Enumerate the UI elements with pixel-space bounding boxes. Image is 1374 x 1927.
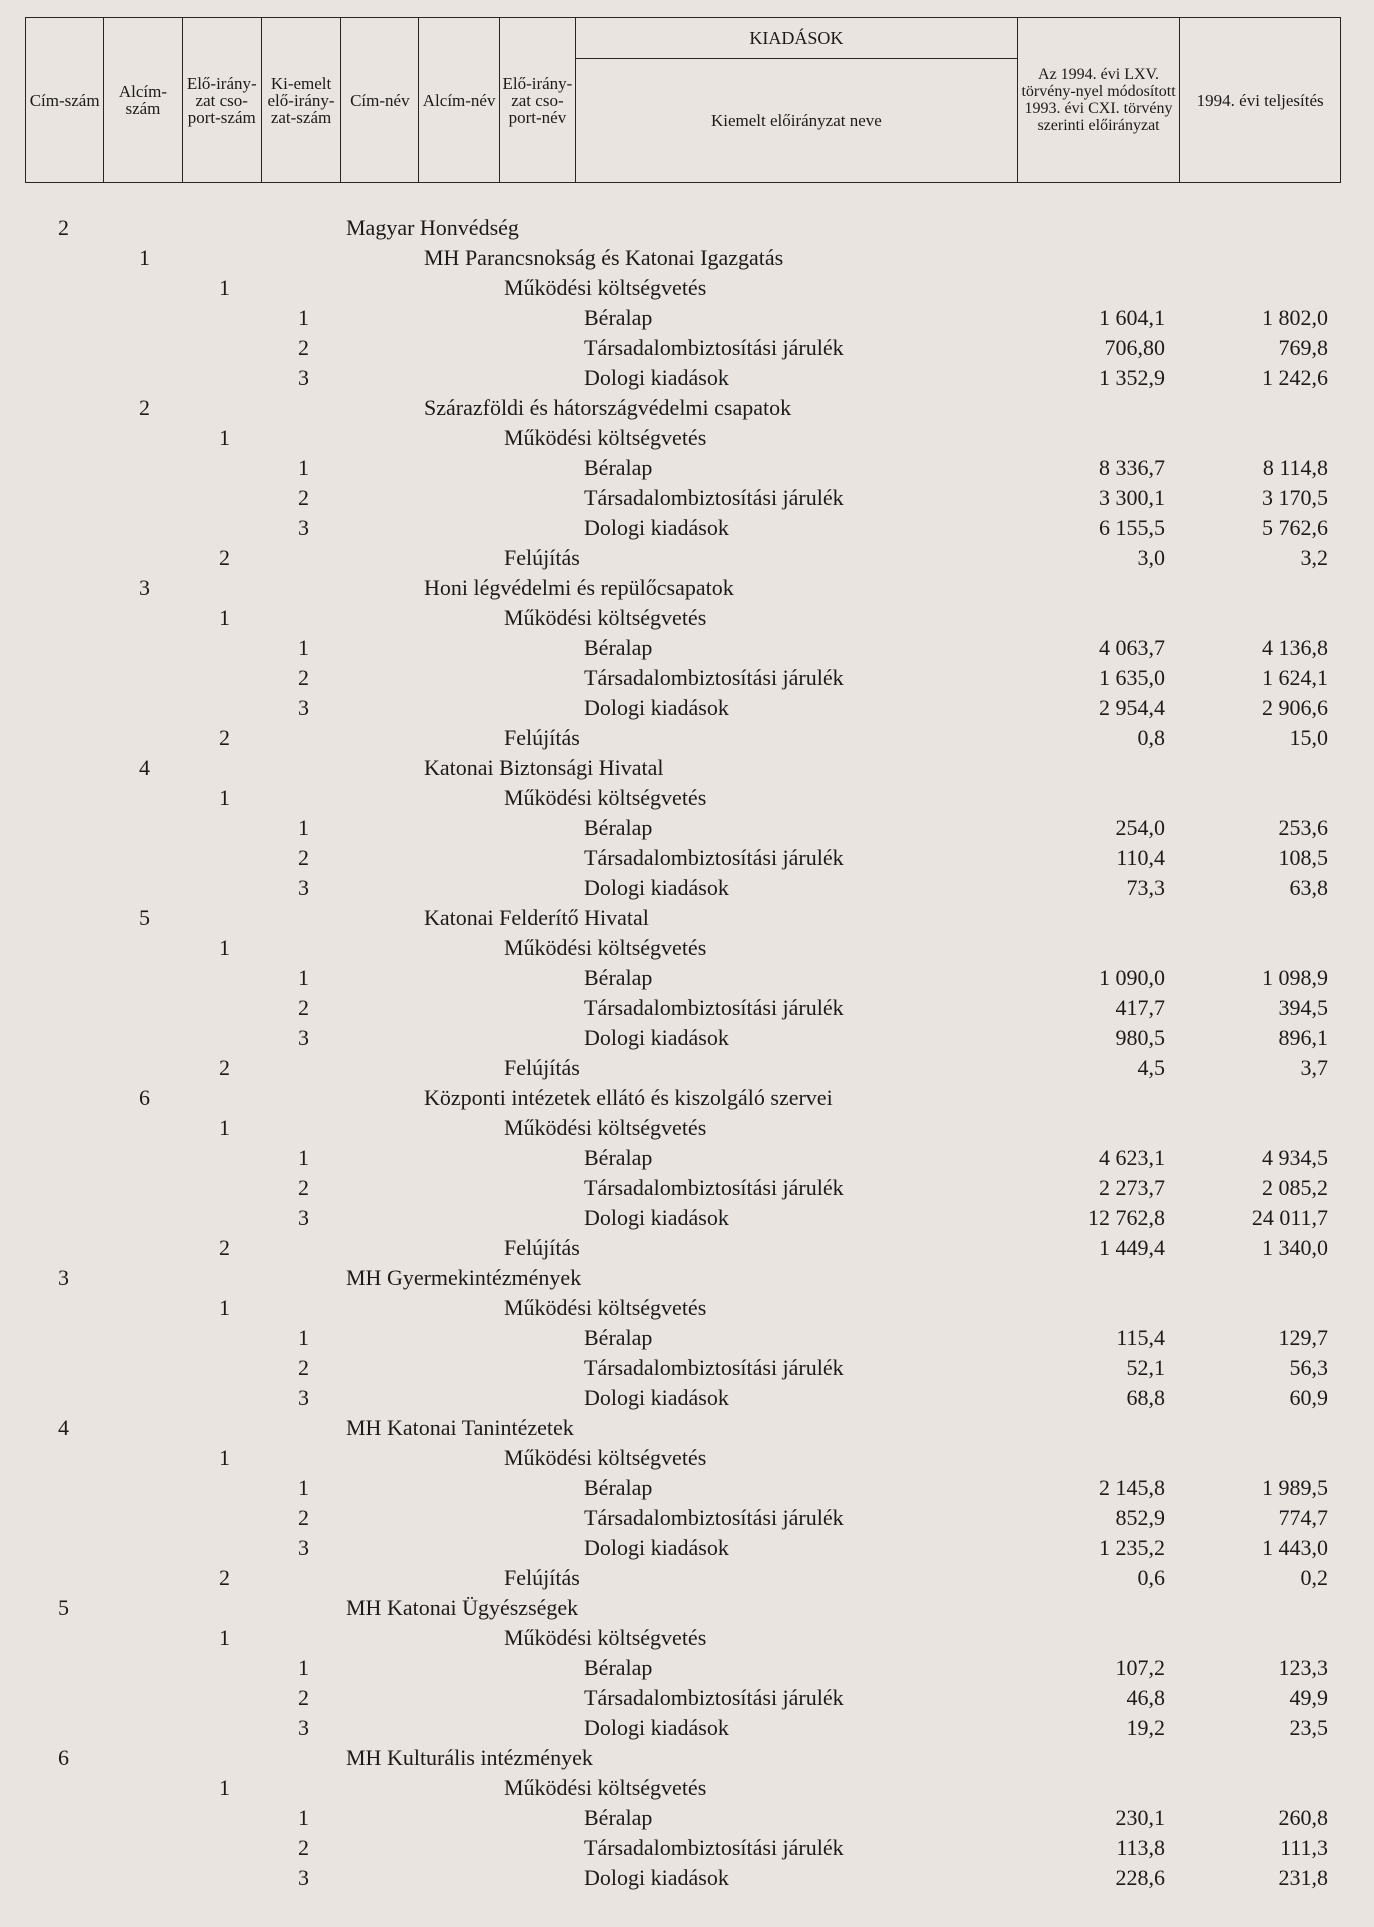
row-eloiranyzat-value: 230,1 (1115, 1805, 1165, 1830)
row-name: Társadalombiztosítási járulék (584, 1355, 844, 1380)
row-number: 1 (219, 935, 230, 960)
table-row (0, 393, 1374, 423)
header-alcim-nev: Alcím-név (419, 18, 499, 183)
row-name: Béralap (584, 1655, 653, 1680)
row-teljesites-value: 253,6 (1278, 815, 1328, 840)
row-eloiranyzat-value: 46,8 (1126, 1685, 1165, 1710)
row-teljesites-value: 23,5 (1289, 1715, 1328, 1740)
row-teljesites-value: 49,9 (1289, 1685, 1328, 1710)
row-name: Szárazföldi és hátországvédelmi csapatok (424, 395, 792, 420)
table-row (0, 1593, 1374, 1623)
row-number: 1 (298, 455, 309, 480)
table-row (0, 933, 1374, 963)
row-eloiranyzat-value: 254,0 (1115, 815, 1165, 840)
row-teljesites-value: 1 624,1 (1262, 665, 1328, 690)
row-teljesites-value: 63,8 (1289, 875, 1328, 900)
row-eloiranyzat-value: 4 063,7 (1099, 635, 1165, 660)
table-row (0, 1203, 1374, 1233)
row-eloiranyzat-value: 1 635,0 (1099, 665, 1165, 690)
row-number: 1 (219, 605, 230, 630)
table-row (0, 333, 1374, 363)
row-number: 2 (298, 335, 309, 360)
table-row (0, 1173, 1374, 1203)
row-eloiranyzat-value: 4 623,1 (1099, 1145, 1165, 1170)
row-eloiranyzat-value: 2 954,4 (1099, 695, 1165, 720)
table-row (0, 723, 1374, 753)
table-row (0, 1713, 1374, 1743)
table-row (0, 1683, 1374, 1713)
row-name: Működési költségvetés (504, 1115, 707, 1140)
table-row (0, 1143, 1374, 1173)
row-name: Felújítás (504, 545, 580, 570)
table-row (0, 1563, 1374, 1593)
row-number: 1 (298, 305, 309, 330)
table-row (0, 603, 1374, 633)
row-number: 2 (298, 845, 309, 870)
row-number: 6 (58, 1745, 69, 1770)
row-teljesites-value: 1 443,0 (1262, 1535, 1328, 1560)
row-eloiranyzat-value: 12 762,8 (1088, 1205, 1165, 1230)
table-row (0, 303, 1374, 333)
table-row (0, 1263, 1374, 1293)
row-name: Működési költségvetés (504, 425, 707, 450)
row-number: 1 (298, 815, 309, 840)
row-number: 3 (298, 1715, 309, 1740)
table-row (0, 963, 1374, 993)
row-number: 6 (139, 1085, 150, 1110)
row-number: 1 (298, 1805, 309, 1830)
table-row (0, 1233, 1374, 1263)
table-row (0, 1653, 1374, 1683)
row-number: 3 (298, 875, 309, 900)
row-eloiranyzat-value: 0,6 (1137, 1565, 1165, 1590)
table-row (0, 993, 1374, 1023)
row-number: 2 (298, 485, 309, 510)
row-teljesites-value: 2 906,6 (1262, 695, 1328, 720)
row-eloiranyzat-value: 3,0 (1137, 545, 1165, 570)
table-row (0, 1083, 1374, 1113)
row-eloiranyzat-value: 3 300,1 (1099, 485, 1165, 510)
row-number: 1 (298, 1475, 309, 1500)
row-eloiranyzat-value: 113,8 (1116, 1835, 1165, 1860)
row-number: 1 (219, 1115, 230, 1140)
row-teljesites-value: 3,7 (1300, 1055, 1328, 1080)
table-row (0, 663, 1374, 693)
row-name: Katonai Felderítő Hivatal (424, 905, 649, 930)
row-name: Dologi kiadások (584, 1715, 729, 1740)
table-row (0, 573, 1374, 603)
row-teljesites-value: 123,3 (1278, 1655, 1328, 1680)
header-kiemelt-eloiranyzat-neve: Kiemelt előirányzat neve (576, 59, 1018, 183)
table-row (0, 453, 1374, 483)
row-number: 3 (298, 1025, 309, 1050)
table-row (0, 1863, 1374, 1893)
row-number: 2 (298, 1835, 309, 1860)
row-name: MH Katonai Tanintézetek (346, 1415, 574, 1440)
row-teljesites-value: 108,5 (1278, 845, 1328, 870)
table-row (0, 783, 1374, 813)
row-number: 1 (219, 425, 230, 450)
row-eloiranyzat-value: 1 235,2 (1099, 1535, 1165, 1560)
row-teljesites-value: 1 242,6 (1262, 365, 1328, 390)
row-number: 1 (139, 245, 150, 270)
row-number: 4 (139, 755, 150, 780)
row-number: 2 (219, 725, 230, 750)
row-number: 2 (298, 1685, 309, 1710)
header-kiemelt-eloiranyzat-szam: Ki-emelt elő-irány-zat-szám (261, 18, 340, 183)
row-name: Társadalombiztosítási járulék (584, 665, 844, 690)
row-number: 1 (219, 1625, 230, 1650)
row-number: 2 (219, 545, 230, 570)
table-row (0, 1503, 1374, 1533)
table-row (0, 363, 1374, 393)
row-number: 3 (298, 1865, 309, 1890)
row-number: 1 (219, 1775, 230, 1800)
table-row (0, 813, 1374, 843)
row-number: 2 (298, 1505, 309, 1530)
row-eloiranyzat-value: 8 336,7 (1099, 455, 1165, 480)
row-teljesites-value: 1 802,0 (1262, 305, 1328, 330)
row-number: 1 (219, 1295, 230, 1320)
header-kiadasok: KIADÁSOK (576, 18, 1018, 59)
row-name: Társadalombiztosítási járulék (584, 1505, 844, 1530)
row-name: Magyar Honvédség (346, 215, 519, 240)
row-name: Dologi kiadások (584, 1865, 729, 1890)
table-row (0, 903, 1374, 933)
row-number: 1 (298, 635, 309, 660)
row-teljesites-value: 8 114,8 (1262, 455, 1328, 480)
row-name: Felújítás (504, 725, 580, 750)
row-name: Dologi kiadások (584, 515, 729, 540)
row-name: Felújítás (504, 1565, 580, 1590)
row-eloiranyzat-value: 52,1 (1126, 1355, 1165, 1380)
row-eloiranyzat-value: 852,9 (1115, 1505, 1165, 1530)
row-number: 5 (58, 1595, 69, 1620)
row-name: Működési költségvetés (504, 1625, 707, 1650)
row-name: Béralap (584, 1145, 653, 1170)
row-teljesites-value: 15,0 (1289, 725, 1328, 750)
row-name: Dologi kiadások (584, 1535, 729, 1560)
table-row (0, 1053, 1374, 1083)
row-teljesites-value: 5 762,6 (1262, 515, 1328, 540)
row-number: 3 (139, 575, 150, 600)
row-name: Béralap (584, 965, 653, 990)
row-number: 3 (298, 1205, 309, 1230)
row-eloiranyzat-value: 73,3 (1126, 875, 1165, 900)
table-row (0, 1323, 1374, 1353)
row-number: 1 (298, 965, 309, 990)
row-number: 2 (219, 1055, 230, 1080)
table-row (0, 693, 1374, 723)
row-eloiranyzat-value: 1 090,0 (1099, 965, 1165, 990)
row-teljesites-value: 3 170,5 (1262, 485, 1328, 510)
row-teljesites-value: 111,3 (1280, 1835, 1328, 1860)
row-teljesites-value: 1 340,0 (1262, 1235, 1328, 1260)
table-row (0, 873, 1374, 903)
row-name: Dologi kiadások (584, 1205, 729, 1230)
row-number: 1 (298, 1655, 309, 1680)
row-eloiranyzat-value: 980,5 (1115, 1025, 1165, 1050)
header-modositott-eloiranyzat: Az 1994. évi LXV. törvény-nyel módosított 1993. évi CXI. törvény szerinti előirányzat (1017, 18, 1180, 183)
row-name: Működési költségvetés (504, 1445, 707, 1470)
row-eloiranyzat-value: 115,4 (1116, 1325, 1165, 1350)
row-name: Dologi kiadások (584, 875, 729, 900)
row-eloiranyzat-value: 68,8 (1126, 1385, 1165, 1410)
row-name: Béralap (584, 635, 653, 660)
row-eloiranyzat-value: 2 273,7 (1099, 1175, 1165, 1200)
row-name: Béralap (584, 815, 653, 840)
row-eloiranyzat-value: 1 352,9 (1099, 365, 1165, 390)
row-name: Központi intézetek ellátó és kiszolgáló szervei (424, 1085, 833, 1110)
row-eloiranyzat-value: 1 449,4 (1099, 1235, 1165, 1260)
row-eloiranyzat-value: 0,8 (1137, 725, 1165, 750)
row-name: Társadalombiztosítási járulék (584, 1685, 844, 1710)
row-teljesites-value: 4 136,8 (1262, 635, 1328, 660)
table-row (0, 1113, 1374, 1143)
row-number: 2 (298, 665, 309, 690)
table-row (0, 1833, 1374, 1863)
row-name: Béralap (584, 1325, 653, 1350)
table-row (0, 513, 1374, 543)
row-teljesites-value: 2 085,2 (1262, 1175, 1328, 1200)
row-name: Felújítás (504, 1055, 580, 1080)
row-number: 3 (298, 1385, 309, 1410)
table-row (0, 1353, 1374, 1383)
row-name: Társadalombiztosítási járulék (584, 845, 844, 870)
table-header (25, 17, 1341, 183)
row-number: 1 (298, 1145, 309, 1170)
row-name: Honi légvédelmi és repülőcsapatok (424, 575, 734, 600)
row-name: Dologi kiadások (584, 1385, 729, 1410)
header-eloiranyzat-csoport-szam: Elő-irány-zat cso-port-szám (182, 18, 261, 183)
row-number: 5 (139, 905, 150, 930)
table-row (0, 243, 1374, 273)
table-row (0, 1023, 1374, 1053)
row-eloiranyzat-value: 107,2 (1115, 1655, 1165, 1680)
table-row (0, 843, 1374, 873)
row-name: Működési költségvetés (504, 785, 707, 810)
table-row (0, 273, 1374, 303)
row-teljesites-value: 1 989,5 (1262, 1475, 1328, 1500)
row-teljesites-value: 0,2 (1300, 1565, 1328, 1590)
row-name: Béralap (584, 1805, 653, 1830)
row-teljesites-value: 774,7 (1278, 1505, 1328, 1530)
row-eloiranyzat-value: 6 155,5 (1099, 515, 1165, 540)
table-row (0, 1533, 1374, 1563)
header-alcim-szam: Alcím-szám (104, 18, 182, 183)
row-number: 4 (58, 1415, 69, 1440)
row-number: 1 (298, 1325, 309, 1350)
table-row (0, 1383, 1374, 1413)
row-name: Működési költségvetés (504, 605, 707, 630)
table-row (0, 423, 1374, 453)
row-teljesites-value: 4 934,5 (1262, 1145, 1328, 1170)
row-name: Béralap (584, 1475, 653, 1500)
header-cim-szam: Cím-szám (26, 18, 104, 183)
table-row (0, 1473, 1374, 1503)
row-eloiranyzat-value: 110,4 (1116, 845, 1165, 870)
row-number: 2 (219, 1235, 230, 1260)
table-row (0, 633, 1374, 663)
row-name: MH Parancsnokság és Katonai Igazgatás (424, 245, 784, 270)
row-number: 3 (298, 1535, 309, 1560)
row-number: 1 (219, 1445, 230, 1470)
row-eloiranyzat-value: 2 145,8 (1099, 1475, 1165, 1500)
row-name: Béralap (584, 305, 653, 330)
row-name: Működési költségvetés (504, 935, 707, 960)
row-teljesites-value: 260,8 (1278, 1805, 1328, 1830)
row-name: Dologi kiadások (584, 1025, 729, 1050)
row-teljesites-value: 24 011,7 (1251, 1205, 1328, 1230)
table-row (0, 1773, 1374, 1803)
row-number: 2 (298, 1175, 309, 1200)
row-name: Dologi kiadások (584, 695, 729, 720)
row-teljesites-value: 3,2 (1300, 545, 1328, 570)
row-number: 2 (58, 215, 69, 240)
header-teljesites: 1994. évi teljesítés (1180, 18, 1341, 183)
header-cim-nev: Cím-név (341, 18, 419, 183)
row-eloiranyzat-value: 19,2 (1126, 1715, 1165, 1740)
row-teljesites-value: 56,3 (1289, 1355, 1328, 1380)
row-number: 3 (58, 1265, 69, 1290)
row-name: Társadalombiztosítási járulék (584, 1835, 844, 1860)
row-name: Béralap (584, 455, 653, 480)
table-row (0, 1413, 1374, 1443)
row-name: Működési költségvetés (504, 275, 707, 300)
row-number: 2 (298, 995, 309, 1020)
table-row (0, 1443, 1374, 1473)
row-name: Felújítás (504, 1235, 580, 1260)
row-eloiranyzat-value: 1 604,1 (1099, 305, 1165, 330)
row-teljesites-value: 1 098,9 (1262, 965, 1328, 990)
table-row (0, 213, 1374, 243)
row-teljesites-value: 129,7 (1278, 1325, 1328, 1350)
row-number: 3 (298, 695, 309, 720)
row-name: MH Katonai Ügyészségek (346, 1595, 579, 1620)
row-name: Társadalombiztosítási járulék (584, 335, 844, 360)
table-row (0, 1803, 1374, 1833)
row-teljesites-value: 60,9 (1289, 1385, 1328, 1410)
table-row (0, 543, 1374, 573)
row-eloiranyzat-value: 228,6 (1115, 1865, 1165, 1890)
row-name: MH Gyermekintézmények (346, 1265, 582, 1290)
row-eloiranyzat-value: 417,7 (1115, 995, 1165, 1020)
table-row (0, 1623, 1374, 1653)
row-teljesites-value: 769,8 (1278, 335, 1328, 360)
row-teljesites-value: 896,1 (1278, 1025, 1328, 1050)
row-number: 3 (298, 365, 309, 390)
row-number: 1 (219, 275, 230, 300)
row-number: 2 (298, 1355, 309, 1380)
row-name: Működési költségvetés (504, 1775, 707, 1800)
row-name: Társadalombiztosítási járulék (584, 1175, 844, 1200)
row-number: 2 (219, 1565, 230, 1590)
table-row (0, 1743, 1374, 1773)
row-number: 3 (298, 515, 309, 540)
row-name: Működési költségvetés (504, 1295, 707, 1320)
row-number: 1 (219, 785, 230, 810)
row-number: 2 (139, 395, 150, 420)
header-eloiranyzat-csoport-nev: Elő-irány-zat cso-port-név (499, 18, 575, 183)
table-row (0, 753, 1374, 783)
table-row (0, 1293, 1374, 1323)
row-teljesites-value: 231,8 (1278, 1865, 1328, 1890)
row-name: Katonai Biztonsági Hivatal (424, 755, 664, 780)
row-name: MH Kulturális intézmények (346, 1745, 593, 1770)
row-eloiranyzat-value: 4,5 (1137, 1055, 1165, 1080)
row-name: Társadalombiztosítási járulék (584, 995, 844, 1020)
row-name: Dologi kiadások (584, 365, 729, 390)
row-name: Társadalombiztosítási járulék (584, 485, 844, 510)
table-row (0, 483, 1374, 513)
row-teljesites-value: 394,5 (1278, 995, 1328, 1020)
row-eloiranyzat-value: 706,80 (1104, 335, 1165, 360)
